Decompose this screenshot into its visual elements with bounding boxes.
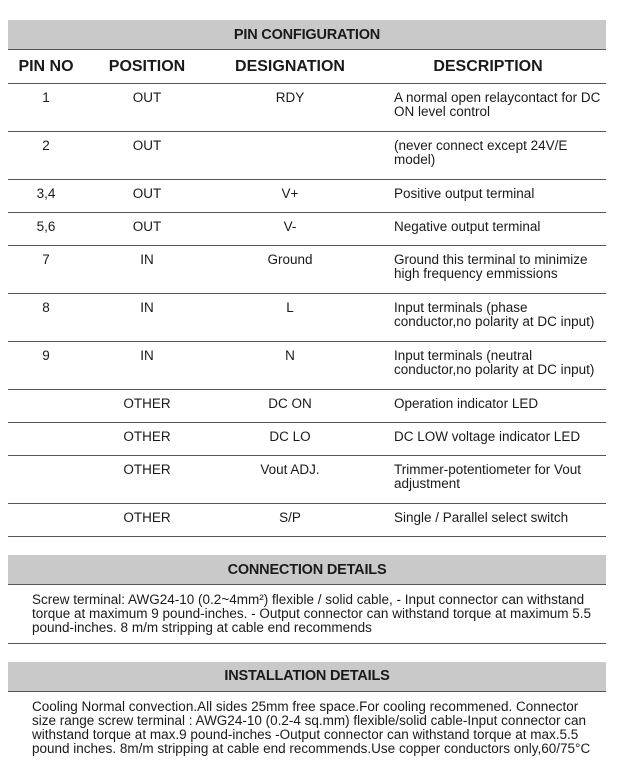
cell-description: Ground this terminal to minimize high frequency emmissions xyxy=(370,246,606,294)
cell-designation: DC LO xyxy=(210,423,370,456)
table-row xyxy=(8,294,606,342)
cell-designation: N xyxy=(210,342,370,390)
cell-designation xyxy=(210,132,370,180)
cell-position: IN xyxy=(84,342,210,390)
cell-pin-no: 5,6 xyxy=(8,213,84,246)
cell-pin-no: 3,4 xyxy=(8,180,84,213)
cell-pin-no: 9 xyxy=(8,342,84,390)
connection-text: Screw terminal: AWG24-10 (0.2~4mm²) flexible / solid cable, - Input connector can withstand torque at maximum 9 pound-inches. - Output connector can withstand torque at maximum 5.5 pound-inches. 8 m/m stripping at cable end recommends xyxy=(8,585,606,644)
cell-position: OUT xyxy=(84,132,210,180)
cell-description: Positive output terminal xyxy=(370,180,606,213)
table-row xyxy=(8,504,606,537)
cell-pin-no xyxy=(8,456,84,504)
installation-title: INSTALLATION DETAILS xyxy=(8,662,606,692)
cell-pin-no xyxy=(8,423,84,456)
connection-section xyxy=(8,555,606,644)
cell-pin-no xyxy=(8,504,84,537)
cell-designation: Vout ADJ. xyxy=(210,456,370,504)
table-row xyxy=(8,390,606,423)
cell-pin-no: 8 xyxy=(8,294,84,342)
pin-config-body xyxy=(8,84,606,537)
cell-description: Single / Parallel select switch xyxy=(370,504,606,537)
cell-pin-no xyxy=(8,390,84,423)
cell-description: DC LOW voltage indicator LED xyxy=(370,423,606,456)
pin-config-title: PIN CONFIGURATION xyxy=(8,20,606,50)
cell-pin-no: 2 xyxy=(8,132,84,180)
table-row xyxy=(8,213,606,246)
cell-designation: DC ON xyxy=(210,390,370,423)
connection-title: CONNECTION DETAILS xyxy=(8,555,606,585)
cell-position: OUT xyxy=(84,213,210,246)
cell-description: Negative output terminal xyxy=(370,213,606,246)
cell-description: Input terminals (neutral conductor,no polarity at DC input) xyxy=(370,342,606,390)
cell-description: Trimmer-potentiometer for Vout adjustment xyxy=(370,456,606,504)
table-row xyxy=(8,456,606,504)
cell-position: OUT xyxy=(84,84,210,132)
cell-position: OTHER xyxy=(84,456,210,504)
table-header-row xyxy=(8,50,606,84)
cell-description: Input terminals (phase conductor,no polarity at DC input) xyxy=(370,294,606,342)
cell-designation: S/P xyxy=(210,504,370,537)
table-row xyxy=(8,180,606,213)
cell-designation: V- xyxy=(210,213,370,246)
cell-position: IN xyxy=(84,294,210,342)
table-row xyxy=(8,132,606,180)
table-row xyxy=(8,423,606,456)
cell-position: OUT xyxy=(84,180,210,213)
table-row xyxy=(8,246,606,294)
header-pin-no: PIN NO xyxy=(8,50,84,84)
cell-pin-no: 7 xyxy=(8,246,84,294)
cell-designation: V+ xyxy=(210,180,370,213)
cell-designation: L xyxy=(210,294,370,342)
cell-description: A normal open relaycontact for DC ON level control xyxy=(370,84,606,132)
cell-description: Operation indicator LED xyxy=(370,390,606,423)
pin-config-table xyxy=(8,50,606,537)
cell-position: IN xyxy=(84,246,210,294)
header-description: DESCRIPTION xyxy=(370,50,606,84)
installation-section xyxy=(8,662,606,764)
cell-position: OTHER xyxy=(84,390,210,423)
cell-position: OTHER xyxy=(84,504,210,537)
table-row xyxy=(8,342,606,390)
cell-designation: Ground xyxy=(210,246,370,294)
table-row xyxy=(8,84,606,132)
cell-description: (never connect except 24V/E model) xyxy=(370,132,606,180)
installation-text: Cooling Normal convection.All sides 25mm free space.For cooling recommened. Connector size range screw terminal : AWG24-10 (0.2-4 sq.mm) flexible/solid cable-Input connector can withstand torque at max.9 pound-inches -Output connector can withstand torque at max.5.5 pound inches. 8m/m stripping at cable end recommends.Use copper conductors only,60/75°C xyxy=(32,698,591,757)
header-position: POSITION xyxy=(84,50,210,84)
cell-pin-no: 1 xyxy=(8,84,84,132)
cell-designation: RDY xyxy=(210,84,370,132)
document xyxy=(8,20,606,763)
header-designation: DESIGNATION xyxy=(210,50,370,84)
cell-position: OTHER xyxy=(84,423,210,456)
